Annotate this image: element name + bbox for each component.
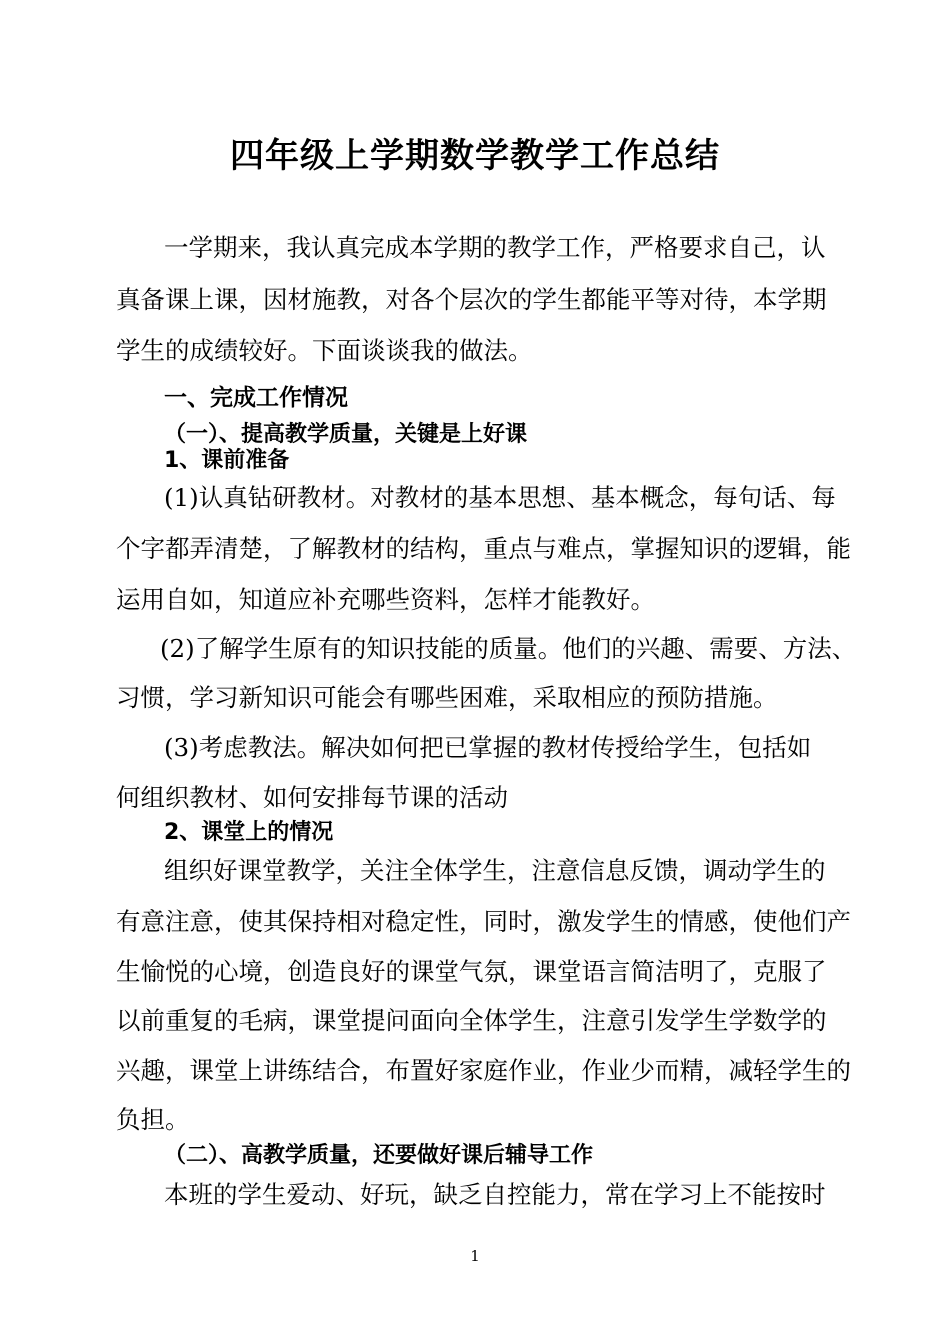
intro-line-2: 真备课上课，因材施教，对各个层次的学生都能平等对待，本学期 <box>116 285 827 314</box>
p4-line-4: 以前重复的毛病，课堂提问面向全体学生，注意引发学生学数学的 <box>116 1006 827 1035</box>
intro-line-3: 学生的成绩较好。下面谈谈我的做法。 <box>116 336 533 365</box>
p4-line-6: 负担。 <box>116 1105 190 1134</box>
page-title: 四年级上学期数学教学工作总结 <box>230 136 720 176</box>
p1-line-3: 运用自如，知道应补充哪些资料，怎样才能教好。 <box>116 585 655 614</box>
intro-line-1: 一学期来，我认真完成本学期的教学工作，严格要求自己，认 <box>164 233 826 262</box>
section-heading-1: 一、完成工作情况 <box>164 385 348 411</box>
p3-line-2: 何组织教材、如何安排每节课的活动 <box>116 783 508 812</box>
subsection-heading-2: （二）、高教学质量，还要做好课后辅导工作 <box>164 1143 594 1168</box>
p3-line-1: (3)考虑教法。解决如何把已掌握的教材传授给学生，包括如 <box>164 733 812 762</box>
p4-line-1: 组织好课堂教学，关注全体学生，注意信息反馈，调动学生的 <box>164 856 826 885</box>
item-heading-2: 2、课堂上的情况 <box>164 820 334 845</box>
p5-line-1: 本班的学生爱动、好玩，缺乏自控能力，常在学习上不能按时 <box>164 1180 826 1209</box>
subsection-heading-1: （一）、提高教学质量，关键是上好课 <box>164 422 528 447</box>
page-number: 1 <box>470 1247 480 1265</box>
p4-line-2: 有意注意，使其保持相对稳定性，同时，激发学生的情感，使他们产 <box>116 907 851 936</box>
p4-line-3: 生愉悦的心境，创造良好的课堂气氛，课堂语言简洁明了，克服了 <box>116 957 827 986</box>
p2-line-1: (2)了解学生原有的知识技能的质量。他们的兴趣、需要、方法、 <box>160 634 857 663</box>
p2-line-2: 习惯，学习新知识可能会有哪些困难，采取相应的预防措施。 <box>116 683 778 712</box>
p1-line-1: (1)认真钻研教材。对教材的基本思想、基本概念，每句话、每 <box>164 483 836 512</box>
p4-line-5: 兴趣，课堂上讲练结合，布置好家庭作业，作业少而精，减轻学生的 <box>116 1056 851 1085</box>
item-heading-1: 1、课前准备 <box>164 448 290 473</box>
p1-line-2: 个字都弄清楚，了解教材的结构，重点与难点，掌握知识的逻辑，能 <box>116 534 851 563</box>
